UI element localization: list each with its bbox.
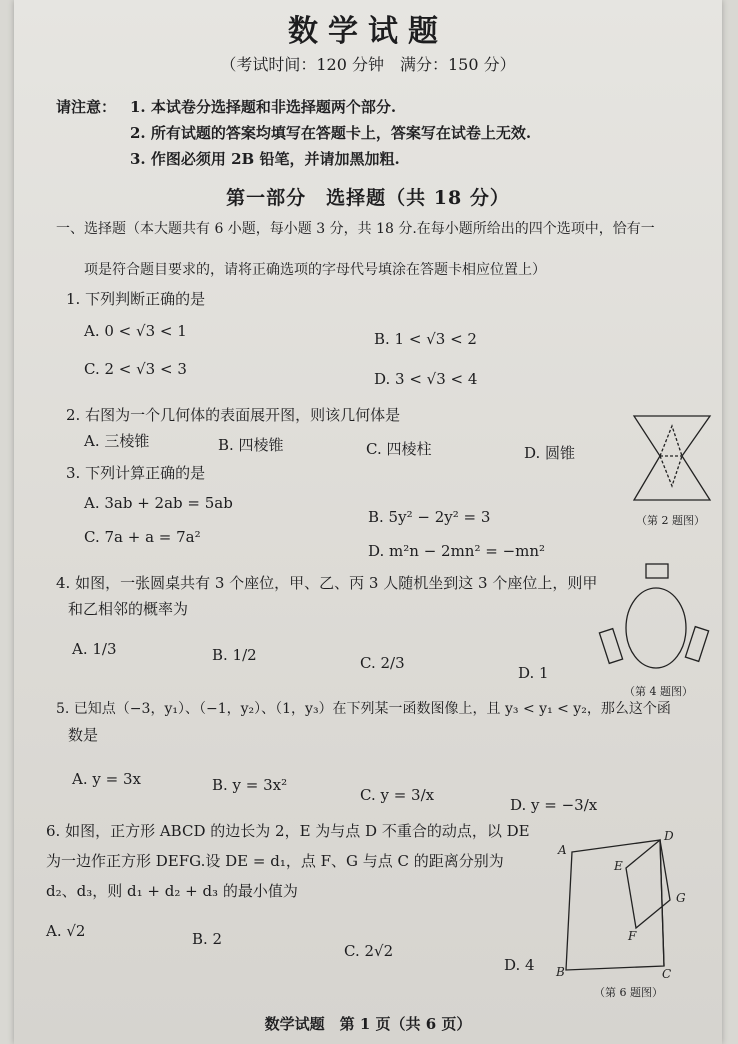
label-e: E: [614, 859, 623, 873]
q4-option-b: B. 1/2: [212, 646, 257, 664]
q3-option-c: C. 7a + a = 7a²: [84, 528, 201, 546]
q6-square-figure: [552, 830, 712, 980]
exam-title: 数学试题: [288, 14, 448, 49]
q4-figure-caption: （第 4 题图）: [624, 685, 693, 698]
q2-figure-caption: （第 2 题图）: [636, 514, 705, 527]
q5-option-d: D. y = −3/x: [510, 796, 598, 814]
q1-option-b: B. 1 < √3 < 2: [374, 330, 477, 348]
q4-stem-line2: 和乙相邻的概率为: [68, 600, 189, 618]
notes-label: 请注意：: [56, 98, 117, 116]
q1-option-a: A. 0 < √3 < 1: [84, 322, 187, 340]
q6-figure-caption: （第 6 题图）: [594, 986, 663, 999]
q6-option-d: D. 4: [504, 956, 535, 974]
label-f: F: [628, 929, 637, 943]
section-intro-line2: 项是符合题目要求的，请将正确选项的字母代号填涂在答题卡相应位置上）: [84, 262, 546, 278]
q1-option-c: C. 2 < √3 < 3: [84, 360, 187, 378]
q5-option-b: B. y = 3x²: [212, 776, 288, 794]
q5-stem-line2: 数是: [68, 726, 99, 744]
q4-option-c: C. 2/3: [360, 654, 405, 672]
label-b: B: [556, 965, 565, 979]
q4-stem-line1: 4. 如图，一张圆桌共有 3 个座位，甲、乙、丙 3 人随机坐到这 3 个座位上，则甲: [56, 574, 598, 592]
q5-option-c: C. y = 3/x: [360, 786, 435, 804]
label-g: G: [676, 891, 686, 905]
exam-subtitle: （考试时间：120 分钟 满分：150 分）: [220, 55, 516, 74]
q2-option-c: C. 四棱柱: [366, 440, 432, 458]
q6-stem-line2: 为一边作正方形 DEFG.设 DE = d₁，点 F、G 与点 C 的距离分别为: [46, 852, 504, 870]
label-c: C: [662, 967, 672, 981]
section-intro-line1: 一、选择题（本大题共有 6 小题，每小题 3 分，共 18 分.在每小题所给出的四个选项中，恰有一: [56, 221, 655, 237]
q4-round-table-figure: [602, 560, 706, 682]
q5-stem-line1: 5. 已知点（−3，y₁）、（−1，y₂）、（1，y₃）在下列某一函数图像上，且 y₃ < y₁ < y₂，那么这个函: [56, 701, 671, 717]
q5-option-a: A. y = 3x: [72, 770, 141, 788]
q3-stem: 3. 下列计算正确的是: [66, 464, 206, 482]
note-item-1: 1. 本试卷分选择题和非选择题两个部分.: [130, 98, 397, 116]
label-d: D: [664, 829, 674, 843]
exam-page: [14, 0, 722, 1044]
q2-option-a: A. 三棱锥: [84, 432, 150, 450]
q2-net-figure: [626, 408, 718, 508]
note-item-3: 3. 作图必须用 2B 铅笔，并请加黑加粗.: [130, 150, 400, 168]
q1-stem: 1. 下列判断正确的是: [66, 290, 206, 308]
q6-stem-line3: d₂、d₃，则 d₁ + d₂ + d₃ 的最小值为: [46, 882, 298, 900]
q2-stem: 2. 右图为一个几何体的表面展开图，则该几何体是: [66, 406, 401, 424]
table-ellipse: [626, 588, 686, 668]
page-footer: 数学试题 第 1 页（共 6 页）: [264, 1015, 472, 1033]
q4-option-a: A. 1/3: [72, 640, 117, 658]
q1-option-d: D. 3 < √3 < 4: [374, 370, 478, 388]
q4-option-d: D. 1: [518, 664, 549, 682]
q3-option-a: A. 3ab + 2ab = 5ab: [84, 494, 233, 512]
seat-top: [646, 564, 668, 578]
label-a: A: [558, 843, 567, 857]
seat-left: [599, 629, 622, 664]
q6-option-a: A. √2: [46, 922, 86, 940]
q6-stem-line1: 6. 如图，正方形 ABCD 的边长为 2，E 为与点 D 不重合的动点，以 DE: [46, 822, 530, 840]
q2-option-b: B. 四棱锥: [218, 436, 284, 454]
q6-option-b: B. 2: [192, 930, 223, 948]
square-defg: [626, 840, 670, 928]
note-item-2: 2. 所有试题的答案均填写在答题卡上，答案写在试卷上无效.: [130, 124, 532, 142]
q6-option-c: C. 2√2: [344, 942, 394, 960]
seat-right: [685, 627, 708, 662]
part-one-title: 第一部分 选择题（共 18 分）: [226, 187, 510, 209]
q2-option-d: D. 圆锥: [524, 444, 576, 462]
q3-option-b: B. 5y² − 2y² = 3: [368, 508, 491, 526]
q3-option-d: D. m²n − 2mn² = −mn²: [368, 542, 546, 560]
